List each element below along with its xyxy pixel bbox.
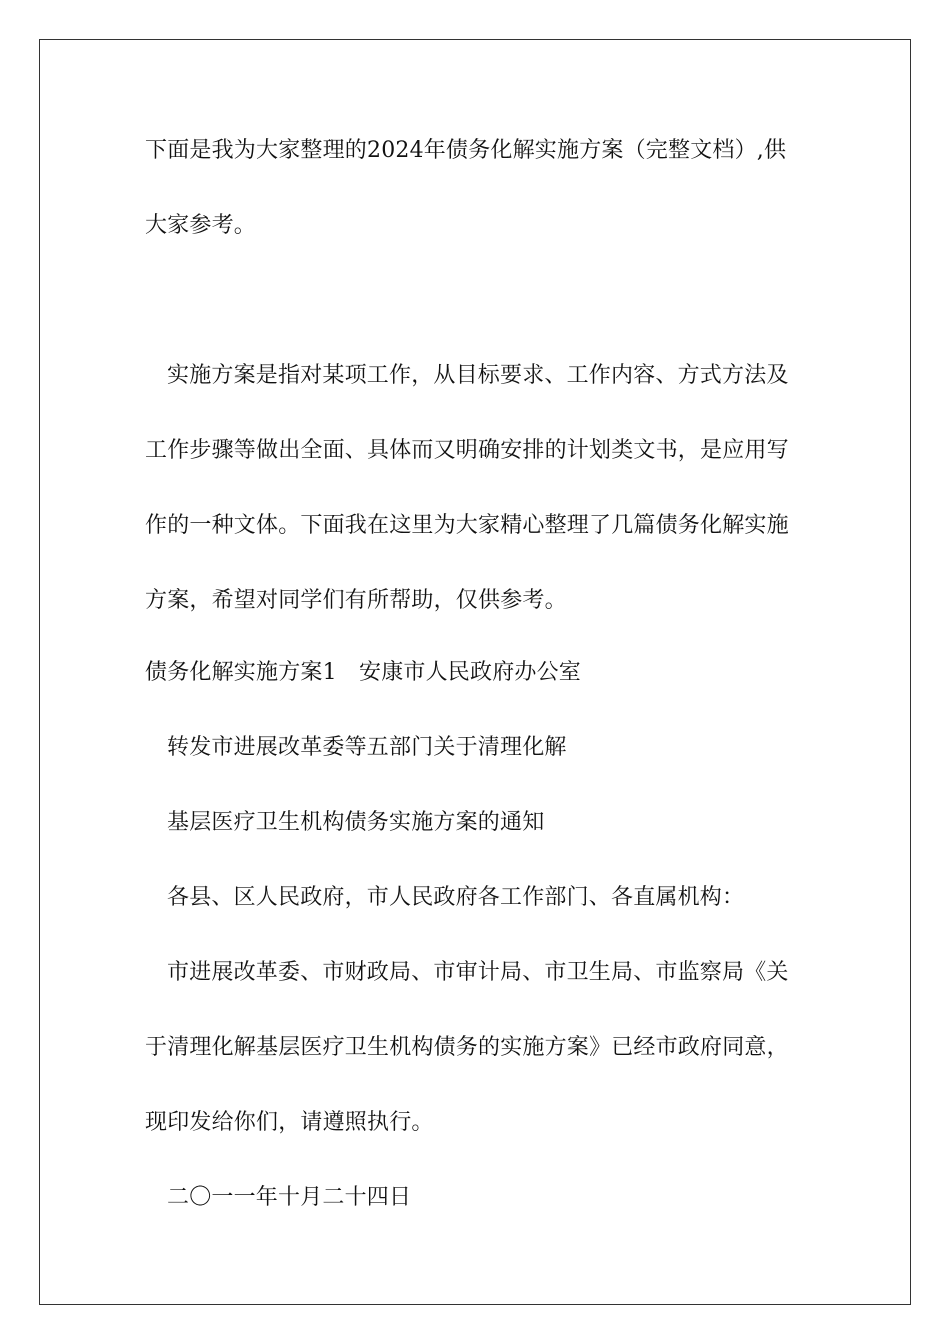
description-line-4: 方案，希望对同学们有所帮助，仅供参考。 bbox=[145, 588, 567, 613]
notice-title-line-1: 转发市进展改革委等五部门关于清理化解 bbox=[167, 735, 567, 760]
intro-line-2: 大家参考。 bbox=[145, 213, 257, 238]
description-line-1: 实施方案是指对某项工作，从目标要求、工作内容、方式方法及 bbox=[167, 363, 789, 388]
intro-line-1: 下面是我为大家整理的2024年债务化解实施方案（完整文档）,供 bbox=[145, 138, 787, 163]
description-line-3: 作的一种文体。下面我在这里为大家精心整理了几篇债务化解实施 bbox=[145, 513, 789, 538]
body-line-3: 现印发给你们，请遵照执行。 bbox=[145, 1110, 434, 1135]
date-line: 二〇一一年十月二十四日 bbox=[167, 1185, 412, 1210]
description-line-2: 工作步骤等做出全面、具体而又明确安排的计划类文书，是应用写 bbox=[145, 438, 789, 463]
salutation: 各县、区人民政府，市人民政府各工作部门、各直属机构： bbox=[167, 885, 745, 910]
notice-title-line-2: 基层医疗卫生机构债务实施方案的通知 bbox=[167, 810, 545, 835]
body-line-1: 市进展改革委、市财政局、市审计局、市卫生局、市监察局《关 bbox=[167, 960, 789, 985]
body-line-2: 于清理化解基层医疗卫生机构债务的实施方案》已经市政府同意， bbox=[145, 1035, 789, 1060]
section-heading: 债务化解实施方案1 安康市人民政府办公室 bbox=[145, 660, 581, 685]
